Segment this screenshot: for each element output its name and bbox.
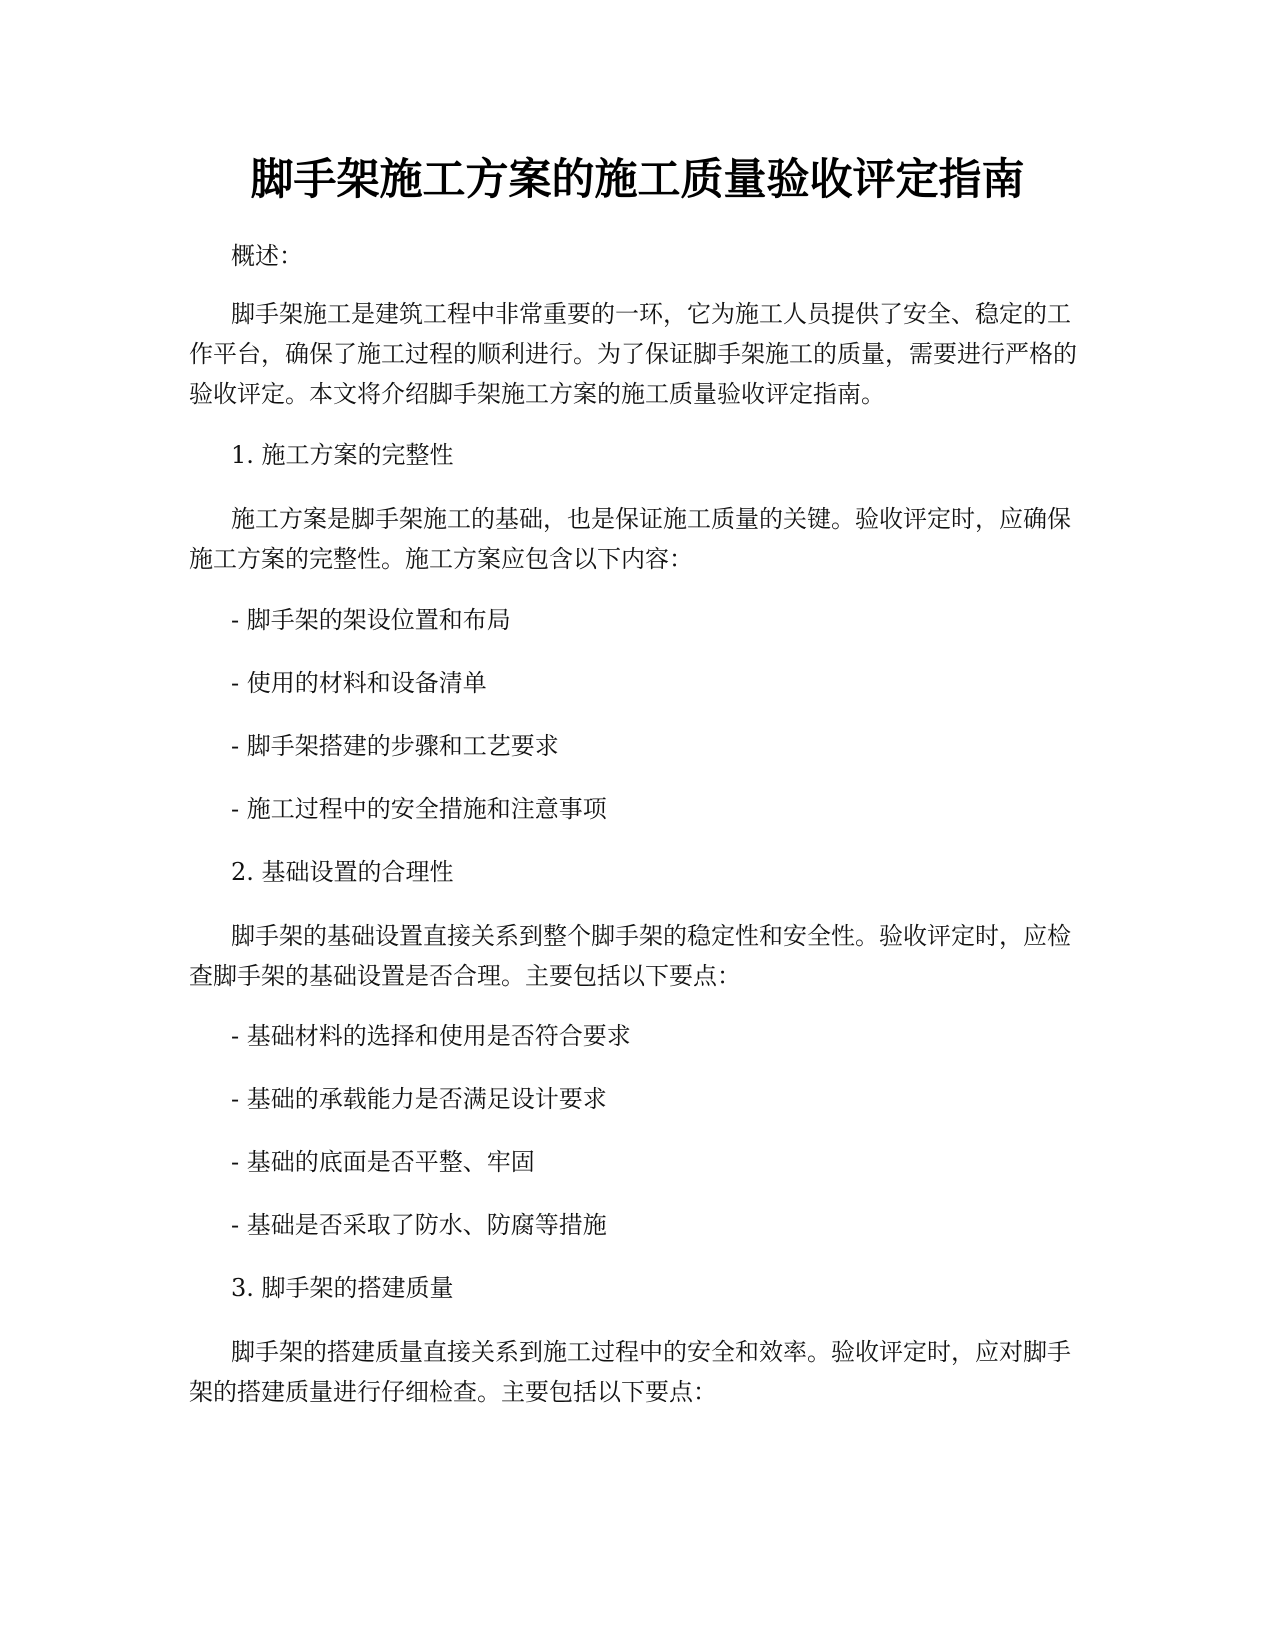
list-item: - 基础是否采取了防水、防腐等措施 <box>231 1211 607 1239</box>
document-title: 脚手架施工方案的施工质量验收评定指南 <box>250 155 1025 205</box>
intro-paragraph: 脚手架施工是建筑工程中非常重要的一环，它为施工人员提供了安全、稳定的工作平台，确保了施工过程的顺利进行。为了保证脚手架施工的质量，需要进行严格的验收评定。本文将介绍脚手架施工方案的施工质量验收评定指南。 <box>189 300 1077 408</box>
overview-label: 概述： <box>231 242 303 270</box>
section-heading-3: 3. 脚手架的搭建质量 <box>231 1274 454 1302</box>
section-heading-1: 1. 施工方案的完整性 <box>231 441 454 469</box>
section-2-paragraph: 脚手架的基础设置直接关系到整个脚手架的稳定性和安全性。验收评定时，应检查脚手架的基础设置是否合理。主要包括以下要点： <box>189 922 1071 990</box>
section-1-paragraph: 施工方案是脚手架施工的基础，也是保证施工质量的关键。验收评定时，应确保施工方案的完整性。施工方案应包含以下内容： <box>189 505 1071 573</box>
list-item: - 脚手架搭建的步骤和工艺要求 <box>231 732 559 760</box>
list-item: - 基础的底面是否平整、牢固 <box>231 1148 535 1176</box>
list-item: - 脚手架的架设位置和布局 <box>231 606 511 634</box>
list-item: - 基础材料的选择和使用是否符合要求 <box>231 1022 631 1050</box>
section-3-paragraph: 脚手架的搭建质量直接关系到施工过程中的安全和效率。验收评定时，应对脚手架的搭建质量进行仔细检查。主要包括以下要点： <box>189 1338 1071 1406</box>
list-item: - 使用的材料和设备清单 <box>231 669 487 697</box>
section-heading-2: 2. 基础设置的合理性 <box>231 858 454 886</box>
list-item: - 基础的承载能力是否满足设计要求 <box>231 1085 607 1113</box>
list-item: - 施工过程中的安全措施和注意事项 <box>231 795 607 823</box>
